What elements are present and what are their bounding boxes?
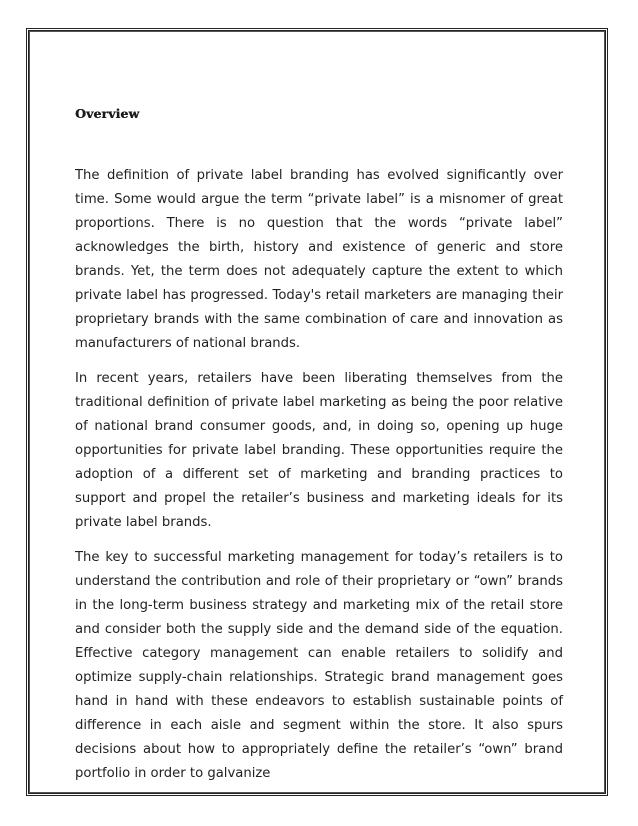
paragraph-3: The key to successful marketing management for today’s retailers is to understand the contribution and role of their proprietary or “own” brands in the long-term business strategy and marketing mix of the retail store and consider both the supply side and the demand side of the equation. Effective category management can enable retailers to solidify and optimize supply-chain relationships. Strategic brand management goes hand in hand with these endeavors to establish sustainable points of difference in each aisle and segment within the store. It also spurs decisions about how to appropriately define the retailer’s “own” brand portfolio in order to galvanize [75, 550, 563, 781]
paragraph-2: In recent years, retailers have been liberating themselves from the traditional definition of private label marketing as being the poor relative of national brand consumer goods, and, in doing so, opening up huge opportunities for private label branding. These opportunities require the adoption of a different set of marketing and branding practices to support and propel the retailer’s business and marketing ideals for its private label brands. [75, 371, 563, 530]
paragraph-1: The definition of private label branding has evolved significantly over time. Some would argue the term “private label” is a misnomer of great proportions. There is no question that the words “private label” acknowledges the birth, history and existence of generic and store brands. Yet, the term does not adequately capture the extent to which private label has progressed. Today's retail marketers are managing their proprietary brands with the same combination of care and innovation as manufacturers of national brands. [75, 168, 563, 351]
section-heading: Overview [75, 106, 140, 121]
document-body [75, 106, 563, 797]
